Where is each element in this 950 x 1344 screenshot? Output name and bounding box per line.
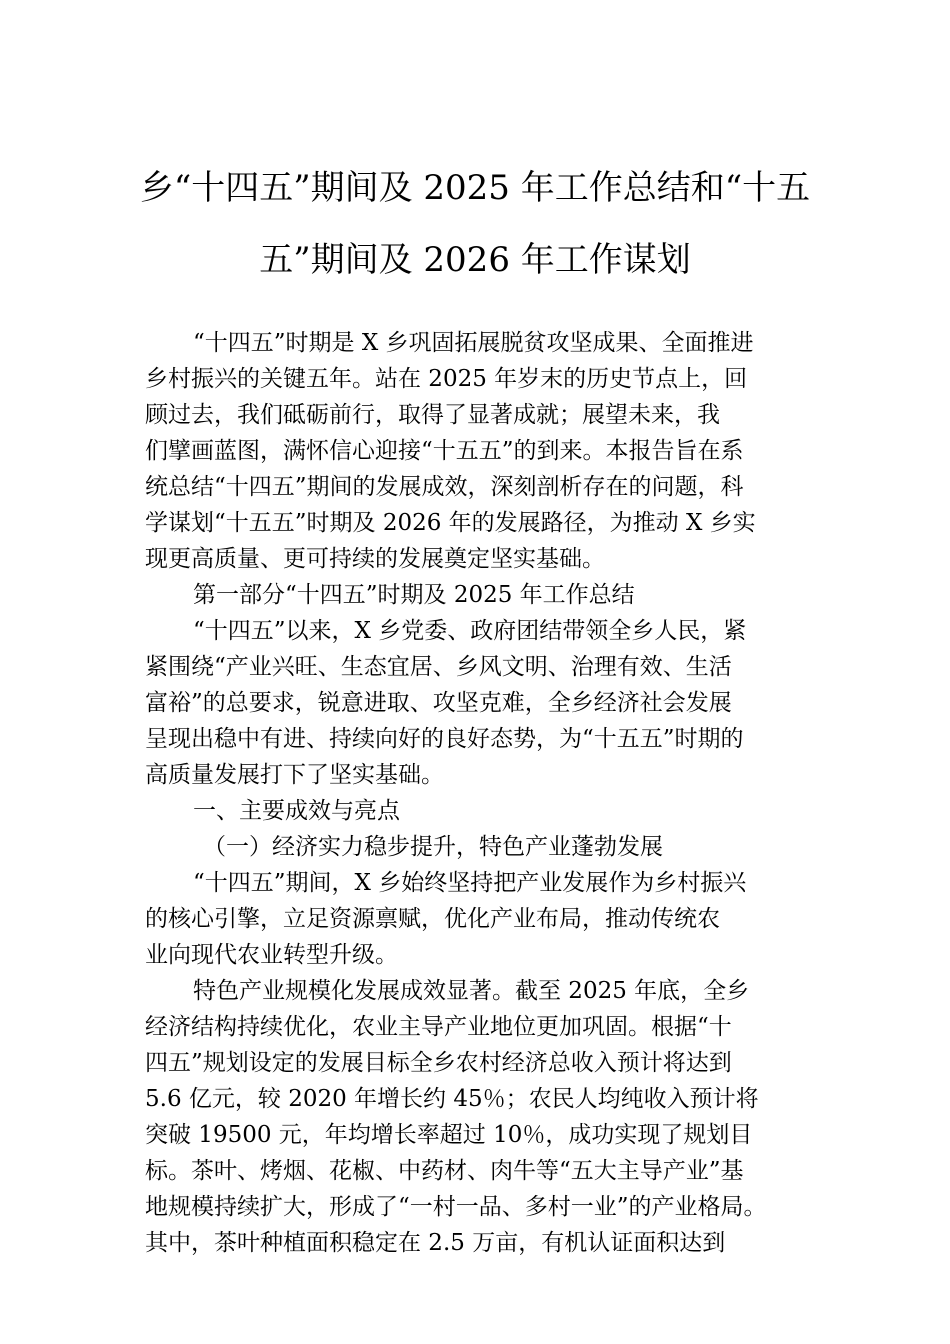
part1-intro-line: “十四五”以来，X 乡党委、政府团结带领全乡人民，紧 — [193, 618, 747, 644]
intro-line: 学谋划“十五五”时期及 2026 年的发展路径，为推动 X 乡实 — [145, 510, 756, 536]
document-body — [145, 325, 810, 1261]
sub1-para1-line: 业向现代农业转型升级。 — [145, 942, 398, 968]
subsection1-heading: （一）经济实力稳步提升，特色产业蓬勃发展 — [203, 834, 663, 860]
intro-line: 们擘画蓝图，满怀信心迎接“十五五”的到来。本报告旨在系 — [145, 438, 744, 464]
sub1-para2-line: 5.6 亿元，较 2020 年增长约 45％；农民人均纯收入预计将 — [145, 1086, 759, 1112]
part1-intro-line: 富裕”的总要求，锐意进取、攻坚克难，全乡经济社会发展 — [145, 690, 732, 716]
sub1-para2-line: 四五”规划设定的发展目标全乡农村经济总收入预计将达到 — [145, 1050, 732, 1076]
sub1-para1-line: 的核心引擎，立足资源禀赋，优化产业布局，推动传统农 — [145, 906, 720, 932]
intro-line: 现更高质量、更可持续的发展奠定坚实基础。 — [145, 546, 605, 572]
part1-intro-line: 呈现出稳中有进、持续向好的良好态势，为“十五五”时期的 — [145, 726, 744, 752]
sub1-para2-line: 经济结构持续优化，农业主导产业地位更加巩固。根据“十 — [145, 1014, 732, 1040]
sub1-para1-line: “十四五”期间，X 乡始终坚持把产业发展作为乡村振兴 — [193, 870, 747, 896]
document-title-line-2: 五”期间及 2026 年工作谋划 — [259, 240, 691, 280]
part1-intro-line: 高质量发展打下了坚实基础。 — [145, 762, 444, 788]
section1-heading: 一、主要成效与亮点 — [193, 798, 400, 824]
intro-line: 顾过去，我们砥砺前行，取得了显著成就；展望未来，我 — [145, 402, 720, 428]
intro-line: 统总结“十四五”期间的发展成效，深刻剖析存在的问题，科 — [145, 474, 744, 500]
sub1-para2-line: 标。茶叶、烤烟、花椒、中药材、肉牛等“五大主导产业”基 — [145, 1158, 744, 1184]
document-title-line-1: 乡“十四五”期间及 2025 年工作总结和“十五 — [139, 168, 811, 208]
intro-line: “十四五”时期是 X 乡巩固拓展脱贫攻坚成果、全面推进 — [193, 330, 754, 356]
sub1-para2-line: 特色产业规模化发展成效显著。截至 2025 年底，全乡 — [193, 978, 750, 1004]
intro-line: 乡村振兴的关键五年。站在 2025 年岁末的历史节点上，回 — [145, 366, 748, 392]
sub1-para2-line: 其中，茶叶种植面积稳定在 2.5 万亩，有机认证面积达到 — [145, 1230, 726, 1256]
sub1-para2-line: 突破 19500 元，年均增长率超过 10％，成功实现了规划目 — [145, 1122, 753, 1148]
part1-heading: 第一部分“十四五”时期及 2025 年工作总结 — [193, 582, 635, 608]
part1-intro-line: 紧围绕“产业兴旺、生态宜居、乡风文明、治理有效、生活 — [145, 654, 732, 680]
sub1-para2-line: 地规模持续扩大，形成了“一村一品、多村一业”的产业格局。 — [145, 1194, 767, 1220]
